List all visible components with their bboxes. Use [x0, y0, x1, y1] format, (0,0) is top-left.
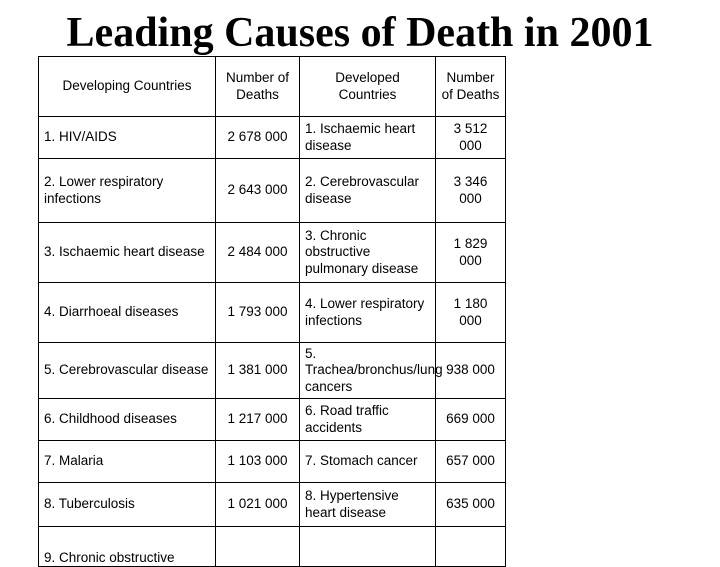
developing-deaths: 2 678 000 — [216, 117, 300, 159]
causes-of-death-table — [38, 56, 506, 567]
table-row — [39, 159, 506, 223]
header-developed-countries: Developed Countries — [300, 57, 436, 117]
developed-cause: 3. Chronic obstructive pulmonary disease — [300, 223, 436, 283]
developed-cause: 4. Lower respiratory infections — [300, 283, 436, 343]
developed-deaths: 3 346 000 — [436, 159, 506, 223]
table-row — [39, 399, 506, 441]
developed-cause — [300, 527, 436, 567]
developing-deaths: 1 103 000 — [216, 441, 300, 483]
developed-deaths: 1 829 000 — [436, 223, 506, 283]
slide-title: Leading Causes of Death in 2001 — [66, 10, 654, 56]
developing-deaths: 1 793 000 — [216, 283, 300, 343]
developed-deaths: 635 000 — [436, 483, 506, 527]
table-row — [39, 483, 506, 527]
developing-cause: 5. Cerebrovascular disease — [39, 343, 216, 399]
header-developing-deaths: Number of Deaths — [216, 57, 300, 117]
developing-cause: 8. Tuberculosis — [39, 483, 216, 527]
developed-deaths: 657 000 — [436, 441, 506, 483]
developed-cause: 7. Stomach cancer — [300, 441, 436, 483]
developed-cause: 2. Cerebrovascular disease — [300, 159, 436, 223]
developed-deaths — [436, 527, 506, 567]
header-row — [39, 57, 506, 117]
developing-cause: 6. Childhood diseases — [39, 399, 216, 441]
developing-cause: 1. HIV/AIDS — [39, 117, 216, 159]
developing-deaths — [216, 527, 300, 567]
developing-cause: 7. Malaria — [39, 441, 216, 483]
developed-deaths: 669 000 — [436, 399, 506, 441]
developing-deaths: 2 643 000 — [216, 159, 300, 223]
developed-cause: 6. Road traffic accidents — [300, 399, 436, 441]
developing-cause: 3. Ischaemic heart disease — [39, 223, 216, 283]
header-developing-countries: Developing Countries — [39, 57, 216, 117]
developing-cause: 2. Lower respiratory infections — [39, 159, 216, 223]
developing-deaths: 1 217 000 — [216, 399, 300, 441]
header-developed-deaths: Number of Deaths — [436, 57, 506, 117]
developed-deaths: 1 180 000 — [436, 283, 506, 343]
developed-deaths: 3 512 000 — [436, 117, 506, 159]
developed-cause: 5. Trachea/bronchus/lung cancers — [300, 343, 436, 399]
developing-deaths: 1 381 000 — [216, 343, 300, 399]
table-row — [39, 283, 506, 343]
developed-deaths: 938 000 — [436, 343, 506, 399]
developed-cause: 8. Hypertensive heart disease — [300, 483, 436, 527]
table-row — [39, 223, 506, 283]
table-row — [39, 527, 506, 567]
developing-deaths: 1 021 000 — [216, 483, 300, 527]
table-row — [39, 441, 506, 483]
table-row — [39, 117, 506, 159]
table-row — [39, 343, 506, 399]
developing-cause: 4. Diarrhoeal diseases — [39, 283, 216, 343]
developed-cause: 1. Ischaemic heart disease — [300, 117, 436, 159]
developing-deaths: 2 484 000 — [216, 223, 300, 283]
developing-cause: 9. Chronic obstructive — [39, 527, 216, 567]
